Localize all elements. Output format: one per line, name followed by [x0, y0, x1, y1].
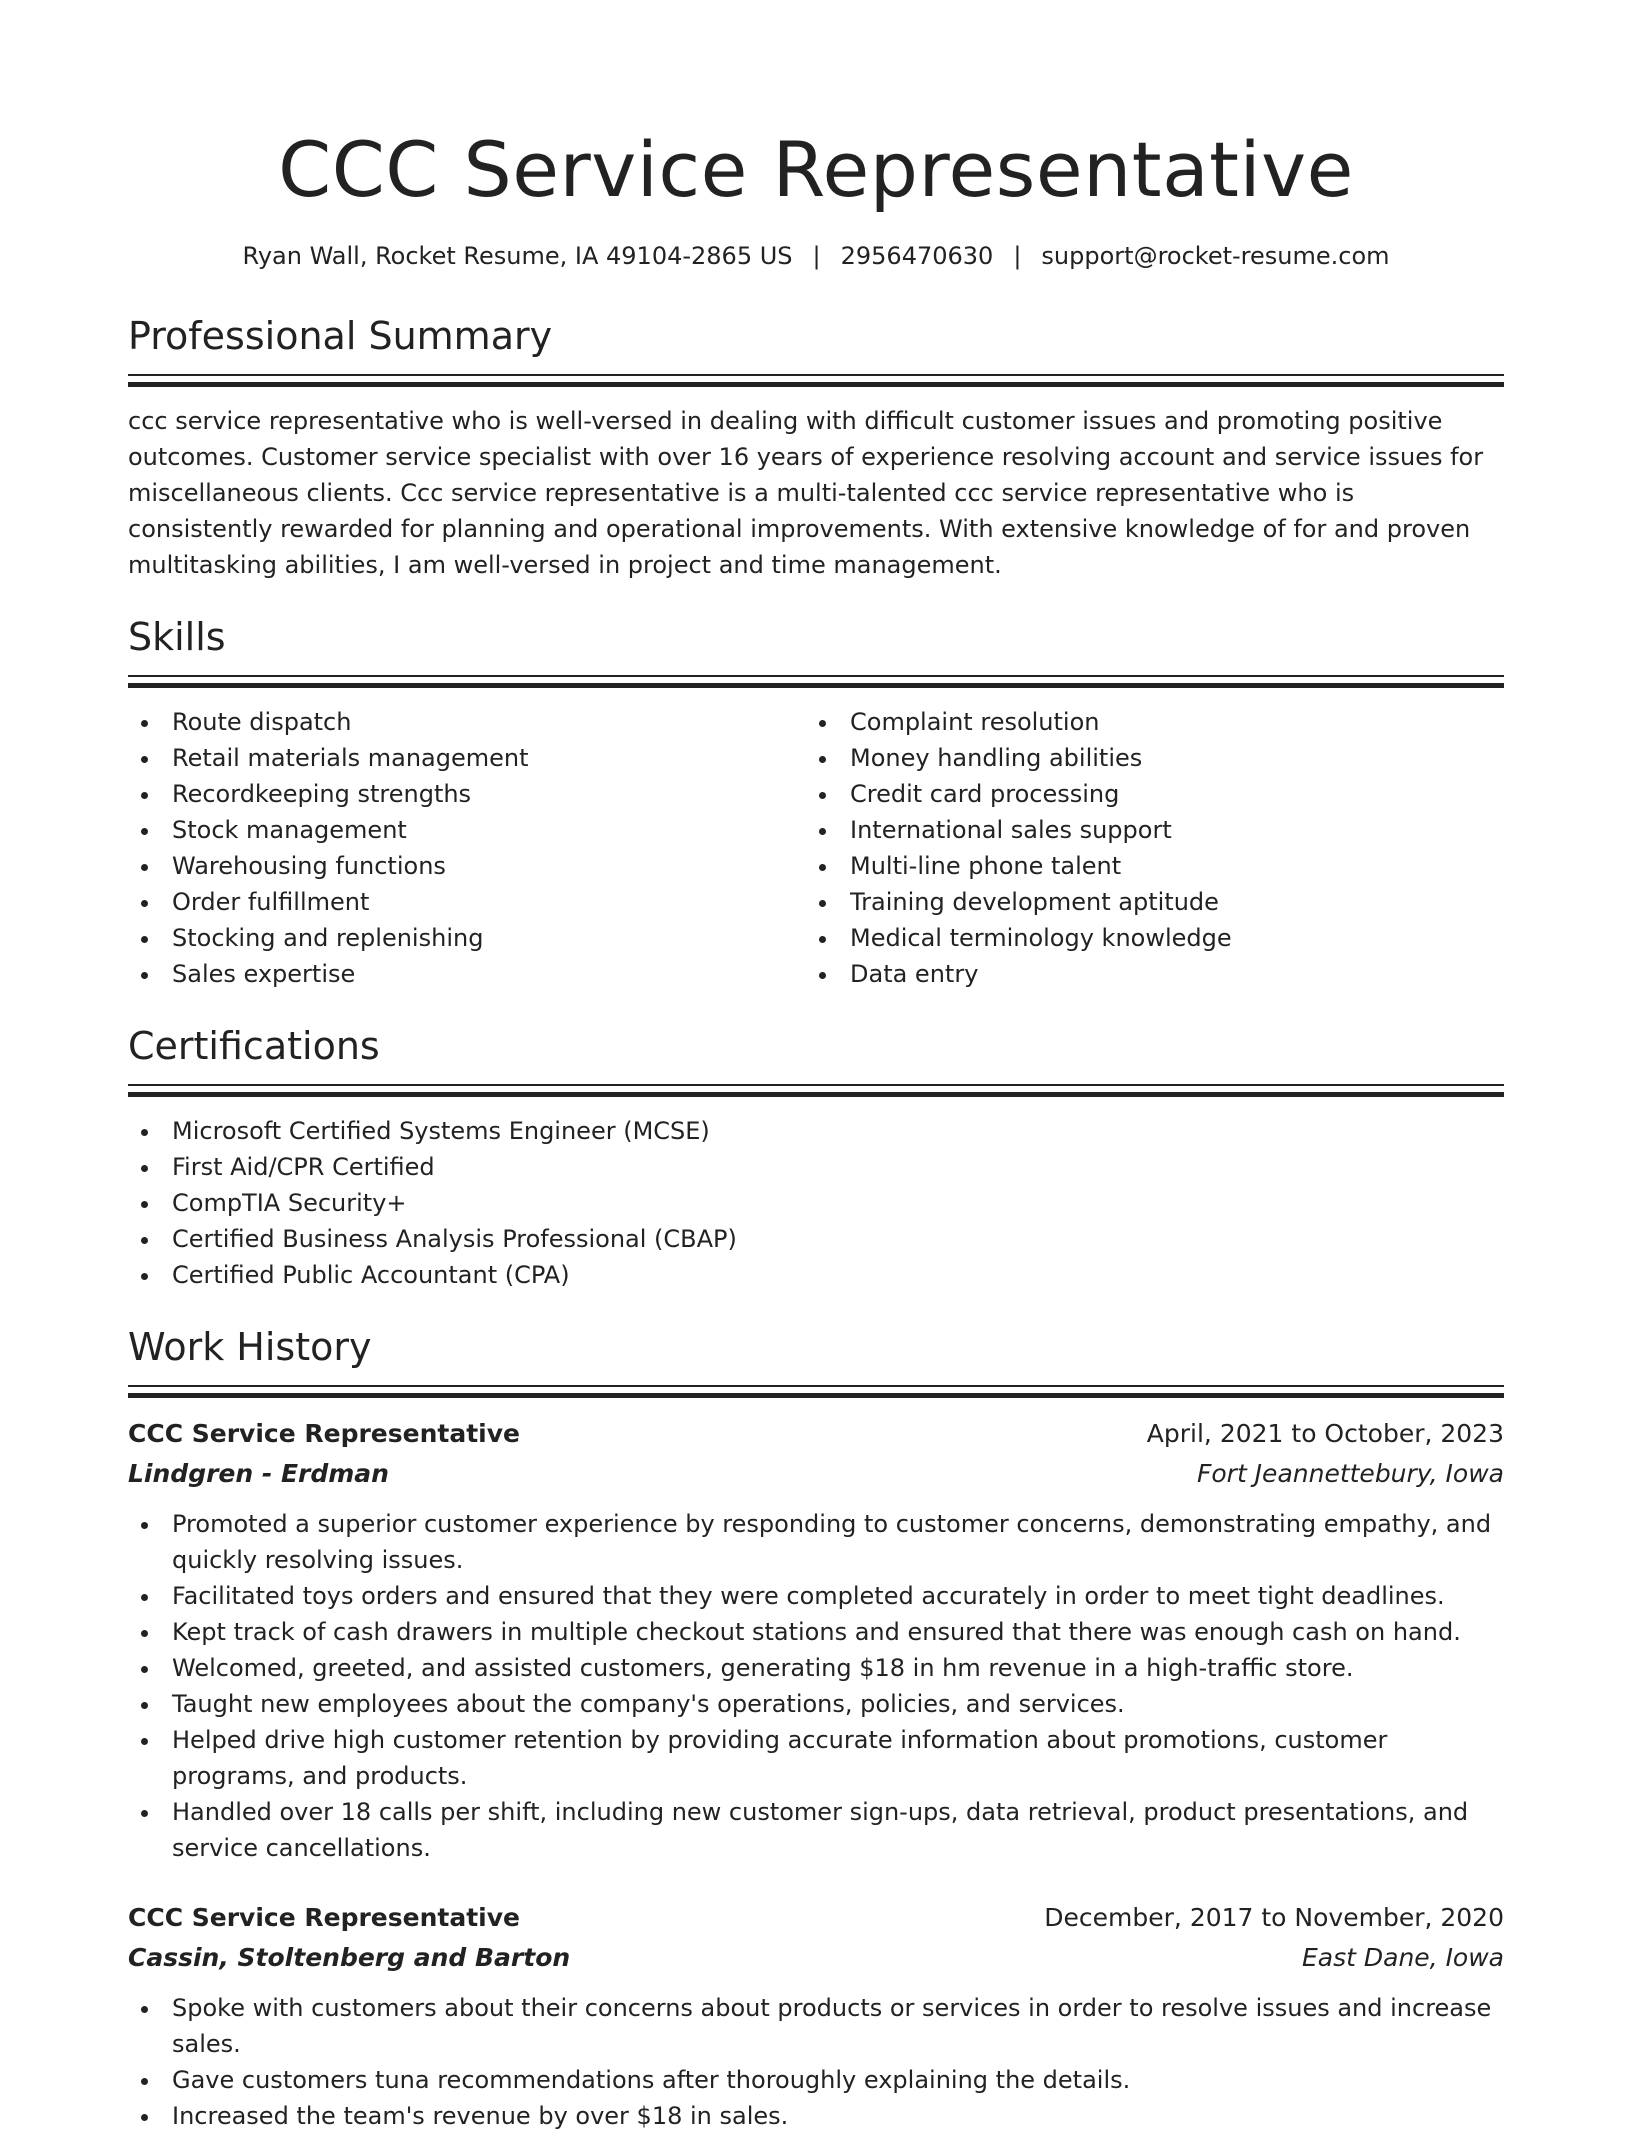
certification-item: Certified Business Analysis Professional (CBAP) — [128, 1221, 1504, 1257]
job-header-row — [128, 1898, 1504, 1938]
skill-item: Warehousing functions — [128, 848, 806, 884]
job-title: CCC Service Representative — [128, 1903, 520, 1932]
job-duties-list — [128, 1990, 1504, 2134]
job-duty: Taught new employees about the company's operations, policies, and services. — [128, 1686, 1504, 1722]
certifications-list — [128, 1113, 1504, 1293]
section-divider — [128, 1385, 1504, 1398]
job-duty: Gave customers tuna recommendations after thoroughly explaining the details. — [128, 2062, 1504, 2098]
job-duty: Promoted a superior customer experience by responding to customer concerns, demonstrating empathy, and quickly resolving issues. — [128, 1506, 1504, 1578]
certification-item: Microsoft Certified Systems Engineer (MCSE) — [128, 1113, 1504, 1149]
job-company-row — [128, 1938, 1504, 1978]
skill-item: Retail materials management — [128, 740, 806, 776]
job-duty: Helped drive high customer retention by providing accurate information about promotions, customer programs, and products. — [128, 1722, 1504, 1794]
skill-item: Money handling abilities — [806, 740, 1484, 776]
job-dates: April, 2021 to October, 2023 — [1146, 1419, 1504, 1448]
job-header-row — [128, 1414, 1504, 1454]
section-divider — [128, 1084, 1504, 1097]
contact-line — [128, 240, 1504, 272]
job-company-row — [128, 1454, 1504, 1494]
skill-item: Complaint resolution — [806, 704, 1484, 740]
certification-item: Certified Public Accountant (CPA) — [128, 1257, 1504, 1293]
skills-list-left — [128, 704, 806, 992]
skill-item: International sales support — [806, 812, 1484, 848]
section-divider — [128, 675, 1504, 688]
section-heading: Professional Summary — [128, 314, 553, 358]
certification-item: CompTIA Security+ — [128, 1185, 1504, 1221]
contact-phone: 2956470630 — [840, 242, 994, 270]
section-heading: Skills — [128, 615, 226, 659]
job-duty: Welcomed, greeted, and assisted customers, generating $18 in hm revenue in a high-traffic store. — [128, 1650, 1504, 1686]
resume-page — [128, 0, 1504, 2134]
job-duty: Spoke with customers about their concerns about products or services in order to resolve issues and increase sales. — [128, 1990, 1504, 2062]
certifications-section — [128, 1022, 1504, 1293]
skill-item: Data entry — [806, 956, 1484, 992]
job-company: Lindgren - Erdman — [128, 1459, 389, 1488]
skills-section — [128, 613, 1504, 992]
skill-item: Sales expertise — [128, 956, 806, 992]
skill-item: Stock management — [128, 812, 806, 848]
job-company: Cassin, Stoltenberg and Barton — [128, 1943, 571, 1972]
contact-email: support@rocket-resume.com — [1041, 242, 1390, 270]
skill-item: Multi-line phone talent — [806, 848, 1484, 884]
work-history-section — [128, 1323, 1504, 2134]
job-entry — [128, 1898, 1504, 2134]
professional-summary-section — [128, 312, 1504, 583]
contact-separator: | — [812, 242, 821, 270]
job-location: East Dane, Iowa — [1301, 1943, 1504, 1972]
job-entry — [128, 1414, 1504, 1866]
skill-item: Route dispatch — [128, 704, 806, 740]
job-location: Fort Jeannettebury, Iowa — [1196, 1459, 1504, 1488]
section-heading: Work History — [128, 1325, 372, 1369]
skill-item: Stocking and replenishing — [128, 920, 806, 956]
contact-separator: | — [1013, 242, 1022, 270]
section-divider — [128, 374, 1504, 387]
job-duty: Increased the team's revenue by over $18 in sales. — [128, 2098, 1504, 2134]
job-title: CCC Service Representative — [128, 1419, 520, 1448]
job-duty: Handled over 18 calls per shift, including new customer sign-ups, data retrieval, product presentations, and service cancellations. — [128, 1794, 1504, 1866]
skill-item: Training development aptitude — [806, 884, 1484, 920]
resume-title: CCC Service Representative — [278, 125, 1354, 214]
section-heading: Certifications — [128, 1024, 380, 1068]
contact-address: Ryan Wall, Rocket Resume, IA 49104-2865 US — [242, 242, 793, 270]
skills-list-right — [806, 704, 1484, 992]
certification-item: First Aid/CPR Certified — [128, 1149, 1504, 1185]
summary-text: ccc service representative who is well-versed in dealing with difficult customer issues and promoting positive outcomes. Customer service specialist with over 16 years of experience resolving account and service issues for miscellaneous clients. Ccc service representative is a multi-talented ccc service representative who is consistently rewarded for planning and operational improvements. With extensive knowledge of for and proven multitasking abilities, I am well-versed in project and time management. — [128, 407, 1484, 579]
skill-item: Recordkeeping strengths — [128, 776, 806, 812]
skill-item: Credit card processing — [806, 776, 1484, 812]
skill-item: Medical terminology knowledge — [806, 920, 1484, 956]
job-duty: Facilitated toys orders and ensured that they were completed accurately in order to meet tight deadlines. — [128, 1578, 1504, 1614]
job-duty: Kept track of cash drawers in multiple checkout stations and ensured that there was enough cash on hand. — [128, 1614, 1504, 1650]
skills-grid — [128, 704, 1504, 992]
job-duties-list — [128, 1506, 1504, 1866]
job-dates: December, 2017 to November, 2020 — [1044, 1903, 1504, 1932]
skill-item: Order fulfillment — [128, 884, 806, 920]
